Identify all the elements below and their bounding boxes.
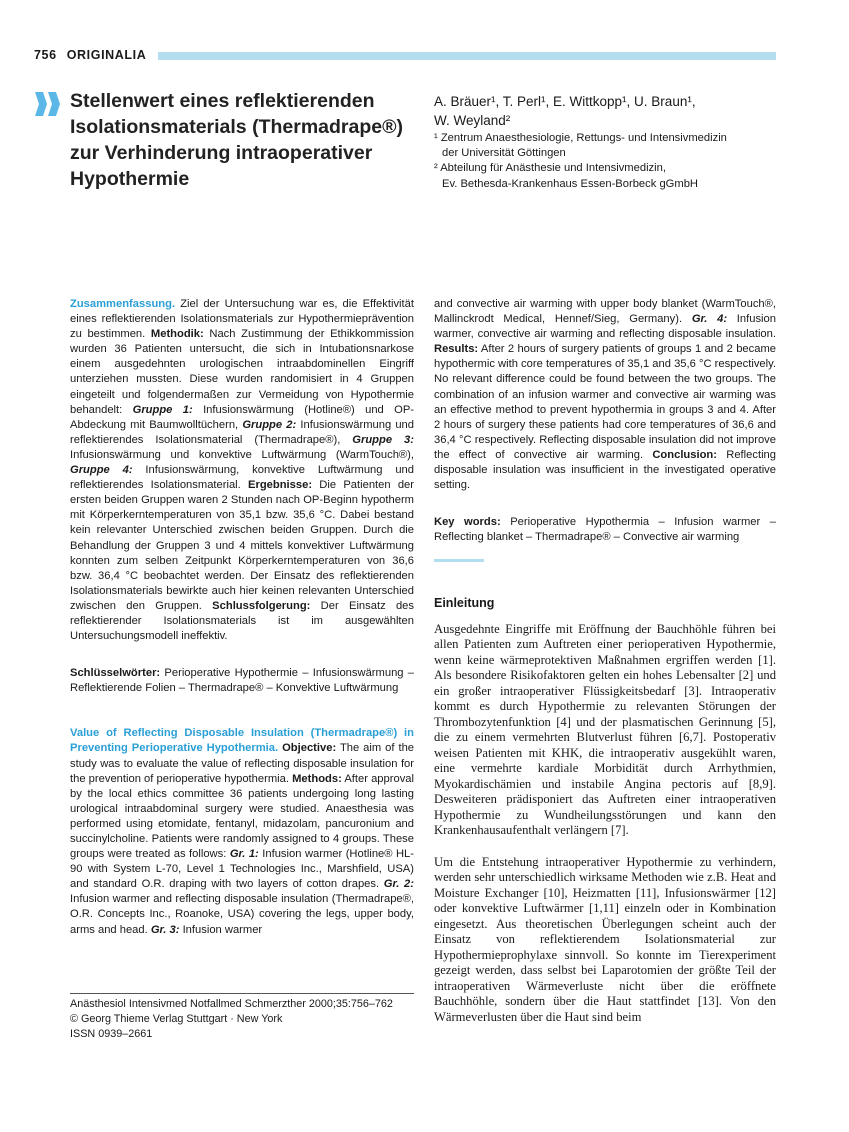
abstract-text: Der Einsatz des reflektierender Isolationsmaterials ist im ausgewählten Untersuchungsmodell ineffektiv. <box>70 599 414 643</box>
spacer <box>434 493 776 515</box>
affiliation-1: ¹ Zentrum Anaesthesiologie, Rettungs- und Intensivmedizin <box>434 132 727 144</box>
page-number: 756 <box>34 48 57 62</box>
abstract-text: Infusionswärmung (Hotline®) und OP-Abdeckung mit Baumwolltüchern, <box>70 403 415 431</box>
abstract-text: Infusionswärmung, konvektive Luftwärmung und reflektierendes Isolationsmaterial. <box>70 464 414 492</box>
abstract-text: Reflecting disposable insulation was insufficient in the investigated operative setting. <box>434 448 777 492</box>
german-keywords <box>70 666 414 696</box>
group-label: Gruppe 4: <box>70 464 133 477</box>
abstract-text: Infusionswärmung und konvektive Luftwärmung (WarmTouch®), <box>70 448 414 461</box>
introduction-paragraph-2: Um die Entstehung intraoperativer Hypothermie zu verhindern, werden sehr unterschiedlich wirksame Methoden wie z.B. Heat and Moisture Exchanger [10], Heizmatten [11], Infusionswärmer [12] oder konvektive Luftwärmer [1,11] einzeln oder in Kombination eingesetzt. Aus theoretischen Überlegungen scheint auch der Einsatz von reflektierendem Isolationsmaterial zur Hypothermieprophylaxe sinnvoll. So konnte im Tierexperiment gezeigt werden, dass selbst bei Laparotomien der größte Teil der intraoperativen Wärmeverluste nicht über die eröffnete Bauchhöhle, sondern über die Haut stattfindet [13]. Von den Wärmeverlusten über die Haut sind beim <box>434 854 776 1024</box>
schluss-label: Schlussfolgerung: <box>212 599 311 612</box>
affiliation-2-cont: Ev. Bethesda-Krankenhaus Essen-Borbeck gGmbH <box>442 177 698 190</box>
abstract-text: Infusionswärmung und reflektierendes Isolationsmaterial (Thermadrape®), <box>70 418 415 446</box>
authors-line-1: A. Bräuer¹, T. Perl¹, E. Wittkopp¹, U. Braun¹, <box>434 94 696 109</box>
abstract-text: and convective air warming with upper body blanket (WarmTouch®, Mallinckrodt Medical, Hennef/Sieg, Germany). <box>434 298 776 326</box>
section-divider <box>434 559 484 562</box>
spacer <box>70 696 414 726</box>
group-label: Gruppe 1: <box>132 403 193 416</box>
abstract-text: After approval by the local ethics committee 36 patients undergoing long lasting urological intraabdominal surgery were studied. Anaesthesia was performed using etomidate, fentanyl, midazolam, pancuronium and succinylcholine. Patients were randomly assigned to 4 groups. These groups were treated as follows: <box>70 772 414 861</box>
english-abstract <box>70 726 414 937</box>
abstract-text: Infusion warmer <box>179 923 263 936</box>
keywords-text: Perioperative Hypothermia – Infusion warmer – Reflecting blanket – Thermadrape® – Convective air warming <box>434 516 776 544</box>
introduction-paragraph-1: Ausgedehnte Eingriffe mit Eröffnung der Bauchhöhle führen bei allen Patienten zum Auftreten einer perioperativen Hypothermie, wenn keine wärmeprotektiven Maßnahmen ergriffen werden [1]. Als besondere Risikofaktoren gelten ein hohes Lebensalter [2] und ein großer intraoperativer Flüssigkeitsbedarf [3]. Intraoperativ kommt es durch Hypothermie zu relevanten Störungen der Thrombozytenfunktion [4] und der plasmatischen Gerinnung [5], die zu einem vermehrten Blutverlust führen [6,7]. Postoperativ weisen Patienten mit KHK, die intraoperativ ausgekühlt waren, eine vermehrte kardiale Morbidität durch Arrhythmien, Myokardischämien und instabile Angina pectoris auf [8,9]. Desweiteren prädisponiert das Auftreten einer intraoperativen Hypothermie zu Wundheilungsstörungen und kann den Krankenhausaufenthalt verlängern [7]. <box>434 621 776 837</box>
abstract-text: Infusion warmer and reflecting disposable insulation (Thermadrape®, O.R. Concepts Inc., Roanoke, USA) covering the legs, upper body, arms and head. <box>70 893 414 936</box>
ergebnisse-label: Ergebnisse: <box>248 479 313 492</box>
abstract-text: After 2 hours of surgery patients of groups 1 and 2 became hypothermic with core temperatures of 35,1 and 35,6 °C respectively. No relevant difference could be found between the two groups. The combination of an infusion warmer and convective air warming was an effective method to prevent hypothermia in groups 3 and 4. After 2 hours of surgery these patients had core temperatures of 36,6 and 36,4 °C respectively. Reflecting disposable insulation did not improve the effect of convective air warming. <box>434 343 776 461</box>
author-list <box>434 92 776 130</box>
group-label: Gr. 2: <box>383 878 414 891</box>
abstract-text: Die Patienten der ersten beiden Gruppen waren 2 Stunden nach OP-Beginn hypotherm mit Körperkerntemperaturen von 35,1 bzw. 35,6 °C. Dabei bestand kein relevanter Unterschied zwischen beiden Gruppen. Durch die Behandlung der Gruppen 3 und 4 mittels konvektiver Luftwärmung konnten zum selben Zeitpunkt Körperkerntemperaturen von 36,6 bzw. 36,4 °C beobachtet werden. Der Einsatz des reflektierenden Isolationsmaterials bewirkte auch hier keinen relevanten Unterschied zwischen den Gruppen. <box>70 479 414 612</box>
keywords-text: Perioperative Hypothermie – Infusionswärmung – Reflektierende Folien – Thermadrape® – Konvektive Luftwärmung <box>70 667 414 695</box>
header-bar <box>158 52 776 60</box>
right-column <box>434 297 776 1025</box>
group-label: Gr. 4: <box>691 313 728 326</box>
running-header <box>34 48 146 62</box>
german-abstract <box>70 297 414 644</box>
objective-label: Objective: <box>278 742 337 755</box>
spacer <box>70 644 414 666</box>
english-keywords <box>434 515 776 545</box>
keywords-label: Key words: <box>434 516 501 529</box>
footer <box>70 997 414 1042</box>
publisher: © Georg Thieme Verlag Stuttgart · New York <box>70 1013 283 1025</box>
authors-line-2: W. Weyland² <box>434 113 511 128</box>
methods-label: Methods: <box>292 772 342 785</box>
methodik-label: Methodik: <box>150 328 204 341</box>
abstract-heading: Zusammenfassung. <box>70 298 176 310</box>
group-label: Gruppe 2: <box>242 418 297 431</box>
affiliations <box>434 131 776 192</box>
english-abstract-title: Value of Reflecting Disposable Insulation (Thermadrape®) in Preventing Perioperative Hypothermia. <box>70 727 414 755</box>
abstract-text: Infusion warmer, convective air warming and reflecting disposable insulation. <box>434 313 776 341</box>
introduction-heading: Einleitung <box>434 596 495 611</box>
article-title: Stellenwert eines reflektierenden Isolationsmaterials (Thermadrape®) zur Verhinderung intraoperativer Hypothermie <box>70 90 403 190</box>
double-chevron-icon <box>35 92 61 116</box>
affiliation-2: ² Abteilung für Anästhesie und Intensivmedizin, <box>434 162 666 175</box>
keywords-label: Schlüsselwörter: <box>70 667 161 680</box>
conclusion-label: Conclusion: <box>652 448 717 461</box>
issn: ISSN 0939–2661 <box>70 1028 153 1040</box>
journal-citation: Anästhesiol Intensivmed Notfallmed Schmerzther 2000;35:756–762 <box>70 998 393 1010</box>
group-label: Gr. 3: <box>150 923 180 936</box>
section-label: ORIGINALIA <box>66 48 147 62</box>
footer-rule <box>70 993 414 994</box>
abstract-text: Nach Zustimmung der Ethikkommission wurden 36 Patienten untersucht, die sich in Intubationsnarkose einem ausgedehnten urologischen intraabdominellen Eingriff unterziehen mussten. Diese wurden randomisiert in 4 Gruppen eingeteilt und folgendermaßen zur Vermeidung von Hypothermie behandelt: <box>70 328 415 416</box>
affiliation-1-cont: der Universität Göttingen <box>442 147 566 160</box>
spacer <box>434 839 776 855</box>
left-column <box>70 297 414 938</box>
group-label: Gruppe 3: <box>352 433 414 446</box>
group-label: Gr. 1: <box>229 848 259 861</box>
abstract-text: Infusion warmer (Hotline® HL-90 with System L-70, Level 1 Technologies Inc., Marshfield, USA) and standard O.R. draping with two layers of cotton drapes. <box>70 848 415 891</box>
abstract-text: Ziel der Untersuchung war es, die Effektivität eines reflektierenden Isolationsmaterials zur Hypothermieprävention zu bestimmen. <box>70 298 414 341</box>
abstract-text: The aim of the study was to evaluate the value of reflecting disposable insulation for the prevention of perioperative hypothermia. <box>70 742 415 785</box>
results-label: Results: <box>434 343 479 356</box>
english-abstract-continued <box>434 297 776 493</box>
